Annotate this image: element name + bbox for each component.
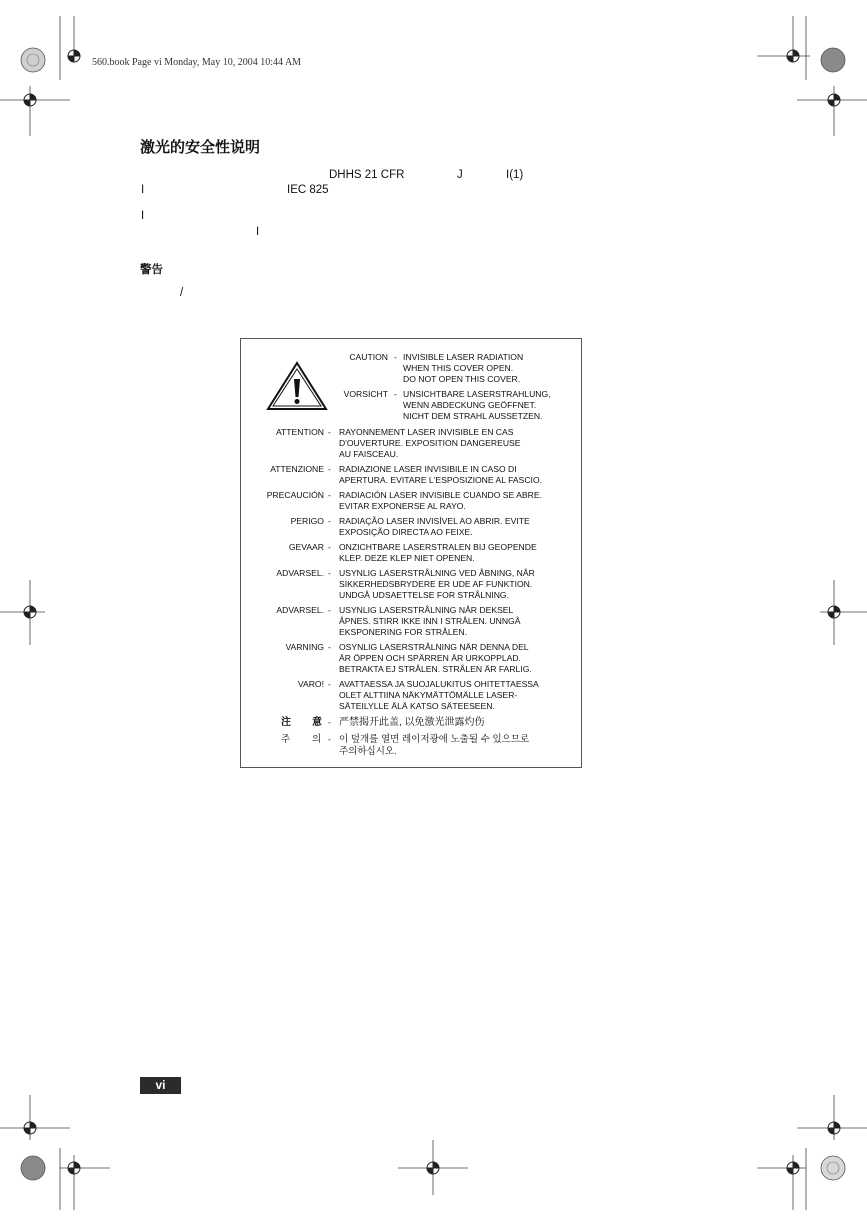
page-number: vi (140, 1077, 181, 1094)
label-line: AU FAISCEAU. (339, 449, 399, 460)
label-line: SÄTEILYLLE ÄLÄ KATSO SÄTEESEEN. (339, 701, 495, 712)
label-dash: - (328, 490, 331, 500)
label-line: EXPOSIÇÃO DIRECTA AO FEIXE. (339, 527, 473, 538)
para1-class-i1: I(1) (506, 169, 524, 181)
label-lang-attenzione: ATTENZIONE (270, 464, 324, 474)
label-line: SIKKERHEDSBRYDERE ER UDE AF FUNKTION. (339, 579, 533, 590)
label-lang-vorsicht: VORSICHT (343, 389, 388, 399)
label-line: USYNLIG LASERSTRÅLNING VED ÅBNING, NÅR (339, 568, 535, 578)
label-lang-advarsel-no: ADVARSEL. (276, 605, 324, 615)
label-lang-advarsel-da: ADVARSEL. (276, 568, 324, 578)
label-lang-korean-b: 의 (312, 734, 322, 745)
label-line: 주의하십시오. (339, 746, 397, 757)
label-dash: - (328, 642, 331, 652)
label-lang-perigo: PERIGO (290, 516, 324, 526)
para1-class-i: I (141, 184, 145, 196)
label-line: UNSICHTBARE LASERSTRAHLUNG, (403, 389, 551, 399)
label-lang-gevaar: GEVAAR (288, 542, 324, 552)
para2-class-i-b: I (256, 226, 260, 238)
label-lang-precaucion: PRECAUCIÓN (266, 490, 324, 500)
label-dash: - (394, 352, 397, 362)
para2-class-i-a: I (141, 210, 145, 222)
label-lang-chinese-b: 意 (312, 717, 322, 728)
label-line: UNDGÅ UDSAETTELSE FOR STRÅLNING. (339, 590, 509, 601)
label-dash: - (328, 679, 331, 689)
label-line: BETRAKTA EJ STRÅLEN. STRÅLEN ÄR FARLIG. (339, 664, 532, 675)
label-dash: - (328, 464, 331, 474)
label-line: INVISIBLE LASER RADIATION (403, 352, 524, 362)
label-line: 이 덮개를 열면 레이저광에 노출될 수 있으므로 (339, 734, 530, 745)
label-dash: - (394, 389, 397, 399)
label-lang-attention: ATTENTION (275, 427, 324, 437)
label-dash: - (328, 717, 331, 727)
label-dash: - (328, 516, 331, 526)
label-line: NICHT DEM STRAHL AUSSETZEN. (403, 411, 543, 422)
label-dash: - (328, 542, 331, 552)
label-line: D'OUVERTURE. EXPOSITION DANGEREUSE (339, 438, 521, 449)
label-line: RADIAÇÃO LASER INVISÍVEL AO ABRIR. EVITE (339, 516, 530, 526)
label-lang-korean-a: 주 (281, 734, 291, 745)
label-line: KLEP. DEZE KLEP NIET OPENEN. (339, 553, 475, 564)
label-line: RAYONNEMENT LASER INVISIBLE EN CAS (339, 427, 514, 437)
warning-heading: 警告 (140, 262, 163, 276)
para1-iec: IEC 825 (287, 184, 329, 196)
label-dash: - (328, 605, 331, 615)
label-line: ONZICHTBARE LASERSTRALEN BIJ GEOPENDE (339, 542, 537, 552)
warning-slash: / (180, 287, 184, 299)
label-line: APERTURA. EVITARE L'ESPOSIZIONE AL FASCIO. (339, 475, 543, 486)
label-line: USYNLIG LASERSTRÅLNING NÅR DEKSEL (339, 605, 514, 615)
label-line: OLET ALTTIINA NÄKYMÄTTÖMÄLLE LASER- (339, 690, 518, 701)
para1-class-j: J (457, 169, 463, 181)
label-lang-varo: VARO! (297, 679, 324, 689)
label-dash: - (328, 568, 331, 578)
label-dash: - (328, 427, 331, 437)
label-line: WHEN THIS COVER OPEN. (403, 363, 514, 374)
label-lang-chinese-a: 注 (281, 717, 291, 728)
label-line: RADIAZIONE LASER INVISIBILE IN CASO DI (339, 464, 517, 474)
label-line: EVITAR EXPONERSE AL RAYO. (339, 501, 466, 512)
book-header: 560.book Page vi Monday, May 10, 2004 10:44 AM (92, 57, 302, 68)
page-title: 激光的安全性说明 (140, 138, 261, 156)
label-line: OSYNLIG LASERSTRÅLNING NÄR DENNA DEL (339, 642, 529, 652)
para1-dhhs: DHHS 21 CFR (329, 169, 405, 181)
label-line: ÅPNES. STIRR IKKE INN I STRÅLEN. UNNGÅ (339, 616, 521, 627)
label-dash: - (328, 734, 331, 744)
label-line: RADIACIÓN LASER INVISIBLE CUANDO SE ABRE. (339, 490, 542, 500)
label-line: AVATTAESSA JA SUOJALUKITUS OHITETTAESSA (339, 679, 539, 689)
label-line: EKSPONERING FOR STRÅLEN. (339, 627, 467, 638)
label-msg-chinese: 严禁揭开此盖, 以免激光泄露灼伤 (339, 717, 485, 728)
label-line: WENN ABDECKUNG GEÖFFNET. (403, 400, 537, 411)
label-line: DO NOT OPEN THIS COVER. (403, 374, 521, 385)
label-lang-varning: VARNING (285, 642, 324, 652)
label-line: ÄR ÖPPEN OCH SPÄRREN ÄR URKOPPLAD. (339, 653, 521, 664)
label-lang-caution: CAUTION (349, 352, 388, 362)
